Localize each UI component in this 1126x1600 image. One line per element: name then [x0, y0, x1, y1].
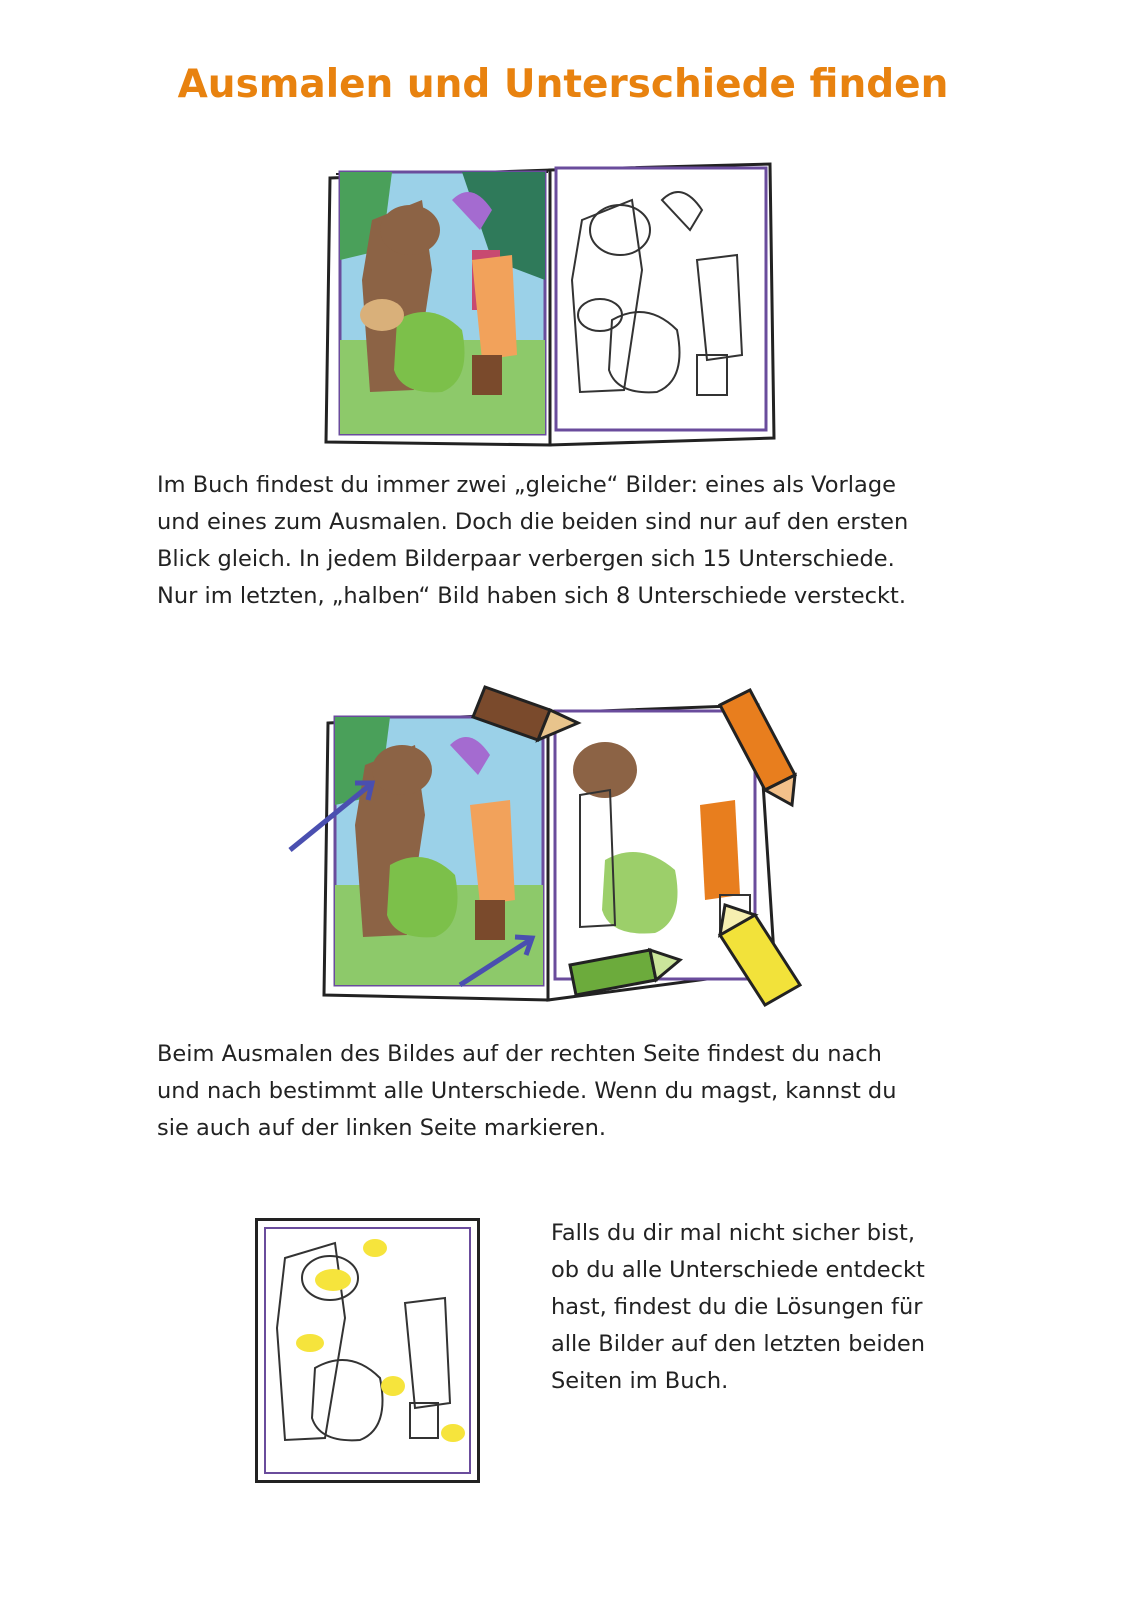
paragraph-1 — [157, 467, 908, 615]
paragraph-line: Nur im letzten, „halben“ Bild haben sich 8 Unterschiede versteckt. — [157, 583, 907, 609]
paragraph-line: Im Buch findest du immer zwei „gleiche“ Bilder: eines als Vorlage — [157, 472, 896, 498]
open-book-icon — [322, 160, 777, 450]
page-title: Ausmalen und Unterschiede finden — [177, 62, 949, 107]
paragraph-line: Seiten im Buch. — [551, 1368, 729, 1394]
solution-illustration — [255, 1218, 480, 1483]
paragraph-2 — [157, 1036, 896, 1147]
book-with-pencils-icon — [280, 665, 810, 1010]
colored-page-left — [340, 172, 545, 434]
outline-page-right — [556, 168, 766, 430]
paragraph-line: und nach bestimmt alle Unterschiede. Wenn du magst, kannst du — [157, 1078, 897, 1104]
book-illustration-1 — [322, 160, 777, 450]
paragraph-3 — [551, 1215, 925, 1400]
paragraph-line: und eines zum Ausmalen. Doch die beiden sind nur auf den ersten — [157, 509, 909, 535]
book-illustration-2 — [280, 665, 810, 1010]
paragraph-line: hast, findest du die Lösungen für — [551, 1294, 923, 1320]
paragraph-line: Beim Ausmalen des Bildes auf der rechten Seite findest du nach — [157, 1041, 882, 1067]
paragraph-line: alle Bilder auf den letzten beiden — [551, 1331, 925, 1357]
paragraph-line: sie auch auf der linken Seite markieren. — [157, 1115, 606, 1141]
paragraph-line: Blick gleich. In jedem Bilderpaar verbergen sich 15 Unterschiede. — [157, 546, 895, 572]
colored-page-left — [335, 717, 543, 985]
solution-page-icon — [255, 1218, 480, 1483]
paragraph-line: Falls du dir mal nicht sicher bist, — [551, 1220, 915, 1246]
paragraph-line: ob du alle Unterschiede entdeckt — [551, 1257, 925, 1283]
